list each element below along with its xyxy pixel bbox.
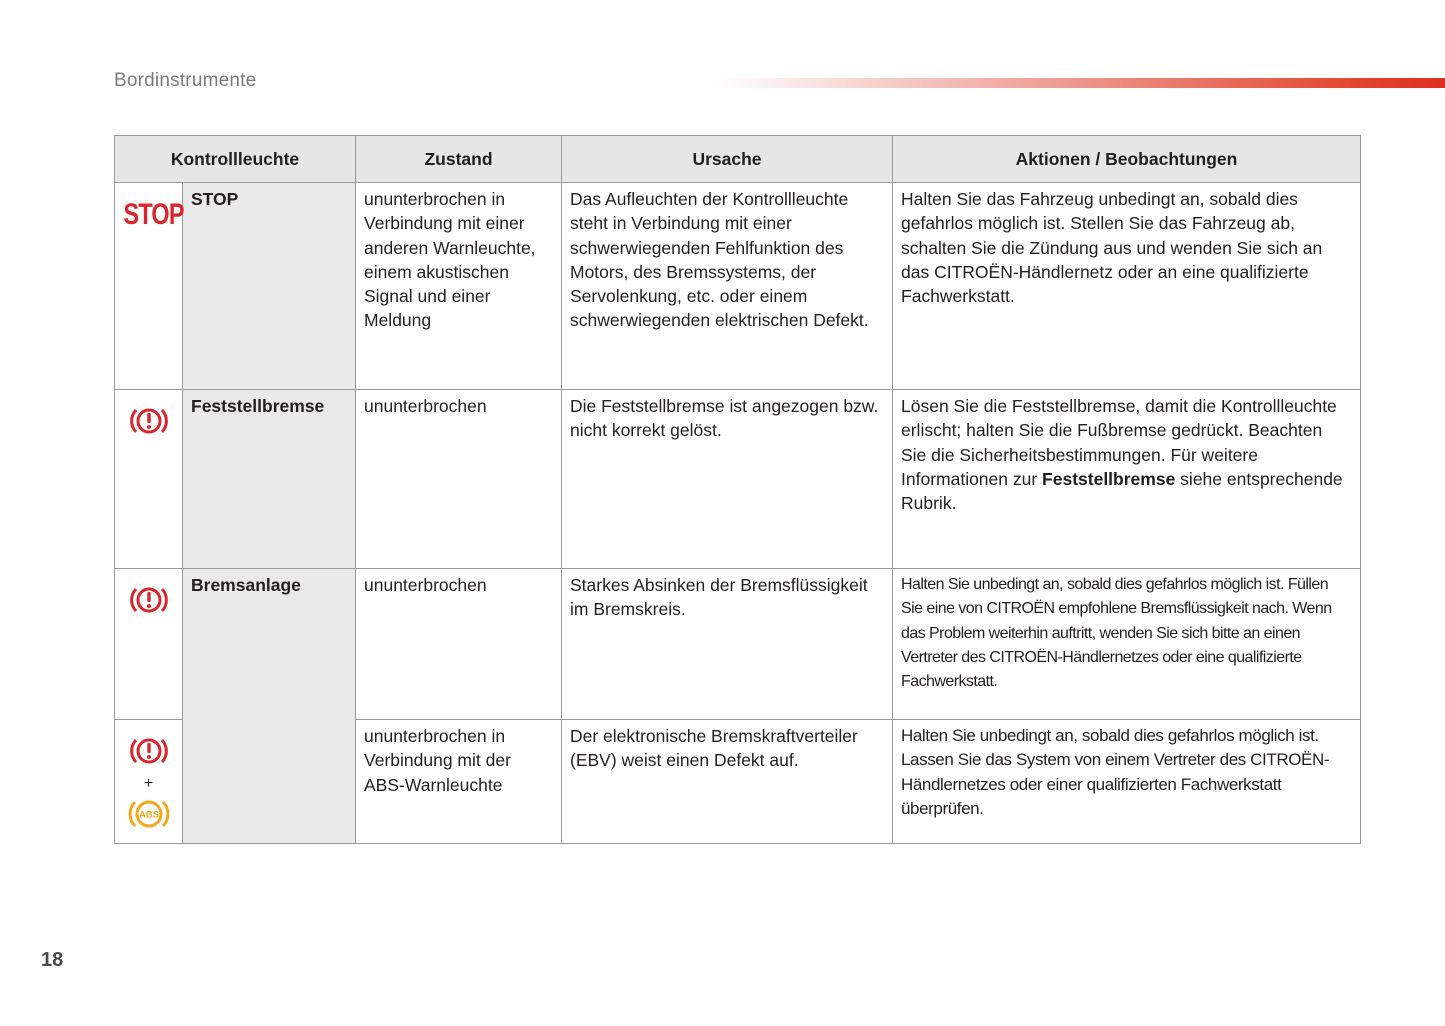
abs-label: ABS: [138, 809, 159, 821]
zustand-cell: ununterbrochen in Verbindung mit einer anderen Warnleuchte, einem akustischen Signal und einer Meldung: [356, 183, 562, 390]
warning-lights-table: [114, 135, 1361, 844]
table-row: [115, 569, 1361, 720]
warning-light-name: Feststellbremse: [183, 390, 356, 569]
brake-warning-icon: [128, 734, 170, 774]
abs-warning-icon: [126, 796, 172, 838]
stop-warning-icon: STOP: [123, 198, 184, 231]
aktionen-text-tail: siehe entsprechende Rubrik.: [901, 468, 1343, 514]
aktionen-cell: Halten Sie unbedingt an, sobald dies gefahrlos möglich ist. Füllen Sie eine von CITROËN empfohlene Bremsflüssigkeit nach. Wenn das Problem weiterhin auftritt, wenden Sie sich bitte an einen Vertreter des CITROËN-Händlernetzes oder eine qualifizierte Fachwerkstatt.: [893, 569, 1361, 720]
zustand-cell: ununterbrochen: [356, 390, 562, 569]
warning-light-name: Bremsanlage: [183, 569, 356, 844]
icon-cell: [115, 720, 183, 844]
plus-sign: +: [143, 775, 154, 793]
ursache-cell: Das Aufleuchten der Kontrollleuchte steht in Verbindung mit einer schwerwiegenden Fehlfunktion des Motors, des Bremssystems, der Servolenkung, etc. oder einem schwerwiegenden elektrischen Defekt.: [562, 183, 893, 390]
ursache-cell: Die Feststellbremse ist angezogen bzw. nicht korrekt gelöst.: [562, 390, 893, 569]
page-number: 18: [41, 949, 64, 971]
ursache-cell: Der elektronische Bremskraftverteiler (EBV) weist einen Defekt auf.: [562, 720, 893, 844]
aktionen-cell: [893, 390, 1361, 569]
table-row: [115, 183, 1361, 390]
section-title: Bordinstrumente: [114, 70, 257, 91]
aktionen-text: Lösen Sie die Feststellbremse, damit die Kontrollleuchte erlischt; halten Sie die Fußbremse gedrückt. Beachten Sie die Sicherheitsbestimmungen. Für weitere Informationen zur: [901, 396, 1337, 489]
icon-cell: [115, 390, 183, 569]
aktionen-cell: Halten Sie unbedingt an, sobald dies gefahrlos möglich ist. Lassen Sie das System von einem Vertreter des CITROËN-Händlernetzes oder einer qualifizierten Fachwerkstatt überprüfen.: [893, 720, 1361, 844]
column-header-aktionen: Aktionen / Beobachtungen: [893, 136, 1361, 183]
table-row: [115, 390, 1361, 569]
brake-warning-icon: [128, 583, 170, 623]
column-header-kontrollleuchte: Kontrollleuchte: [115, 136, 356, 183]
header-accent-bar: [715, 78, 1445, 88]
aktionen-cell: Halten Sie das Fahrzeug unbedingt an, sobald dies gefahrlos möglich ist. Stellen Sie das Fahrzeug ab, schalten Sie die Zündung aus und wenden Sie sich an das CITROËN-Händlernetz oder an eine qualifizierte Fachwerkstatt.: [893, 183, 1361, 390]
icon-cell: [115, 569, 183, 720]
brake-warning-icon: [128, 404, 170, 444]
table-header-row: [115, 136, 1361, 183]
column-header-ursache: Ursache: [562, 136, 893, 183]
zustand-cell: ununterbrochen: [356, 569, 562, 720]
aktionen-bold-ref: Feststellbremse: [1042, 468, 1176, 489]
ursache-cell: Starkes Absinken der Bremsflüssigkeit im Bremskreis.: [562, 569, 893, 720]
warning-light-name: STOP: [183, 183, 356, 390]
column-header-zustand: Zustand: [356, 136, 562, 183]
zustand-cell: ununterbrochen in Verbindung mit der ABS-Warnleuchte: [356, 720, 562, 844]
icon-cell: [115, 183, 183, 390]
